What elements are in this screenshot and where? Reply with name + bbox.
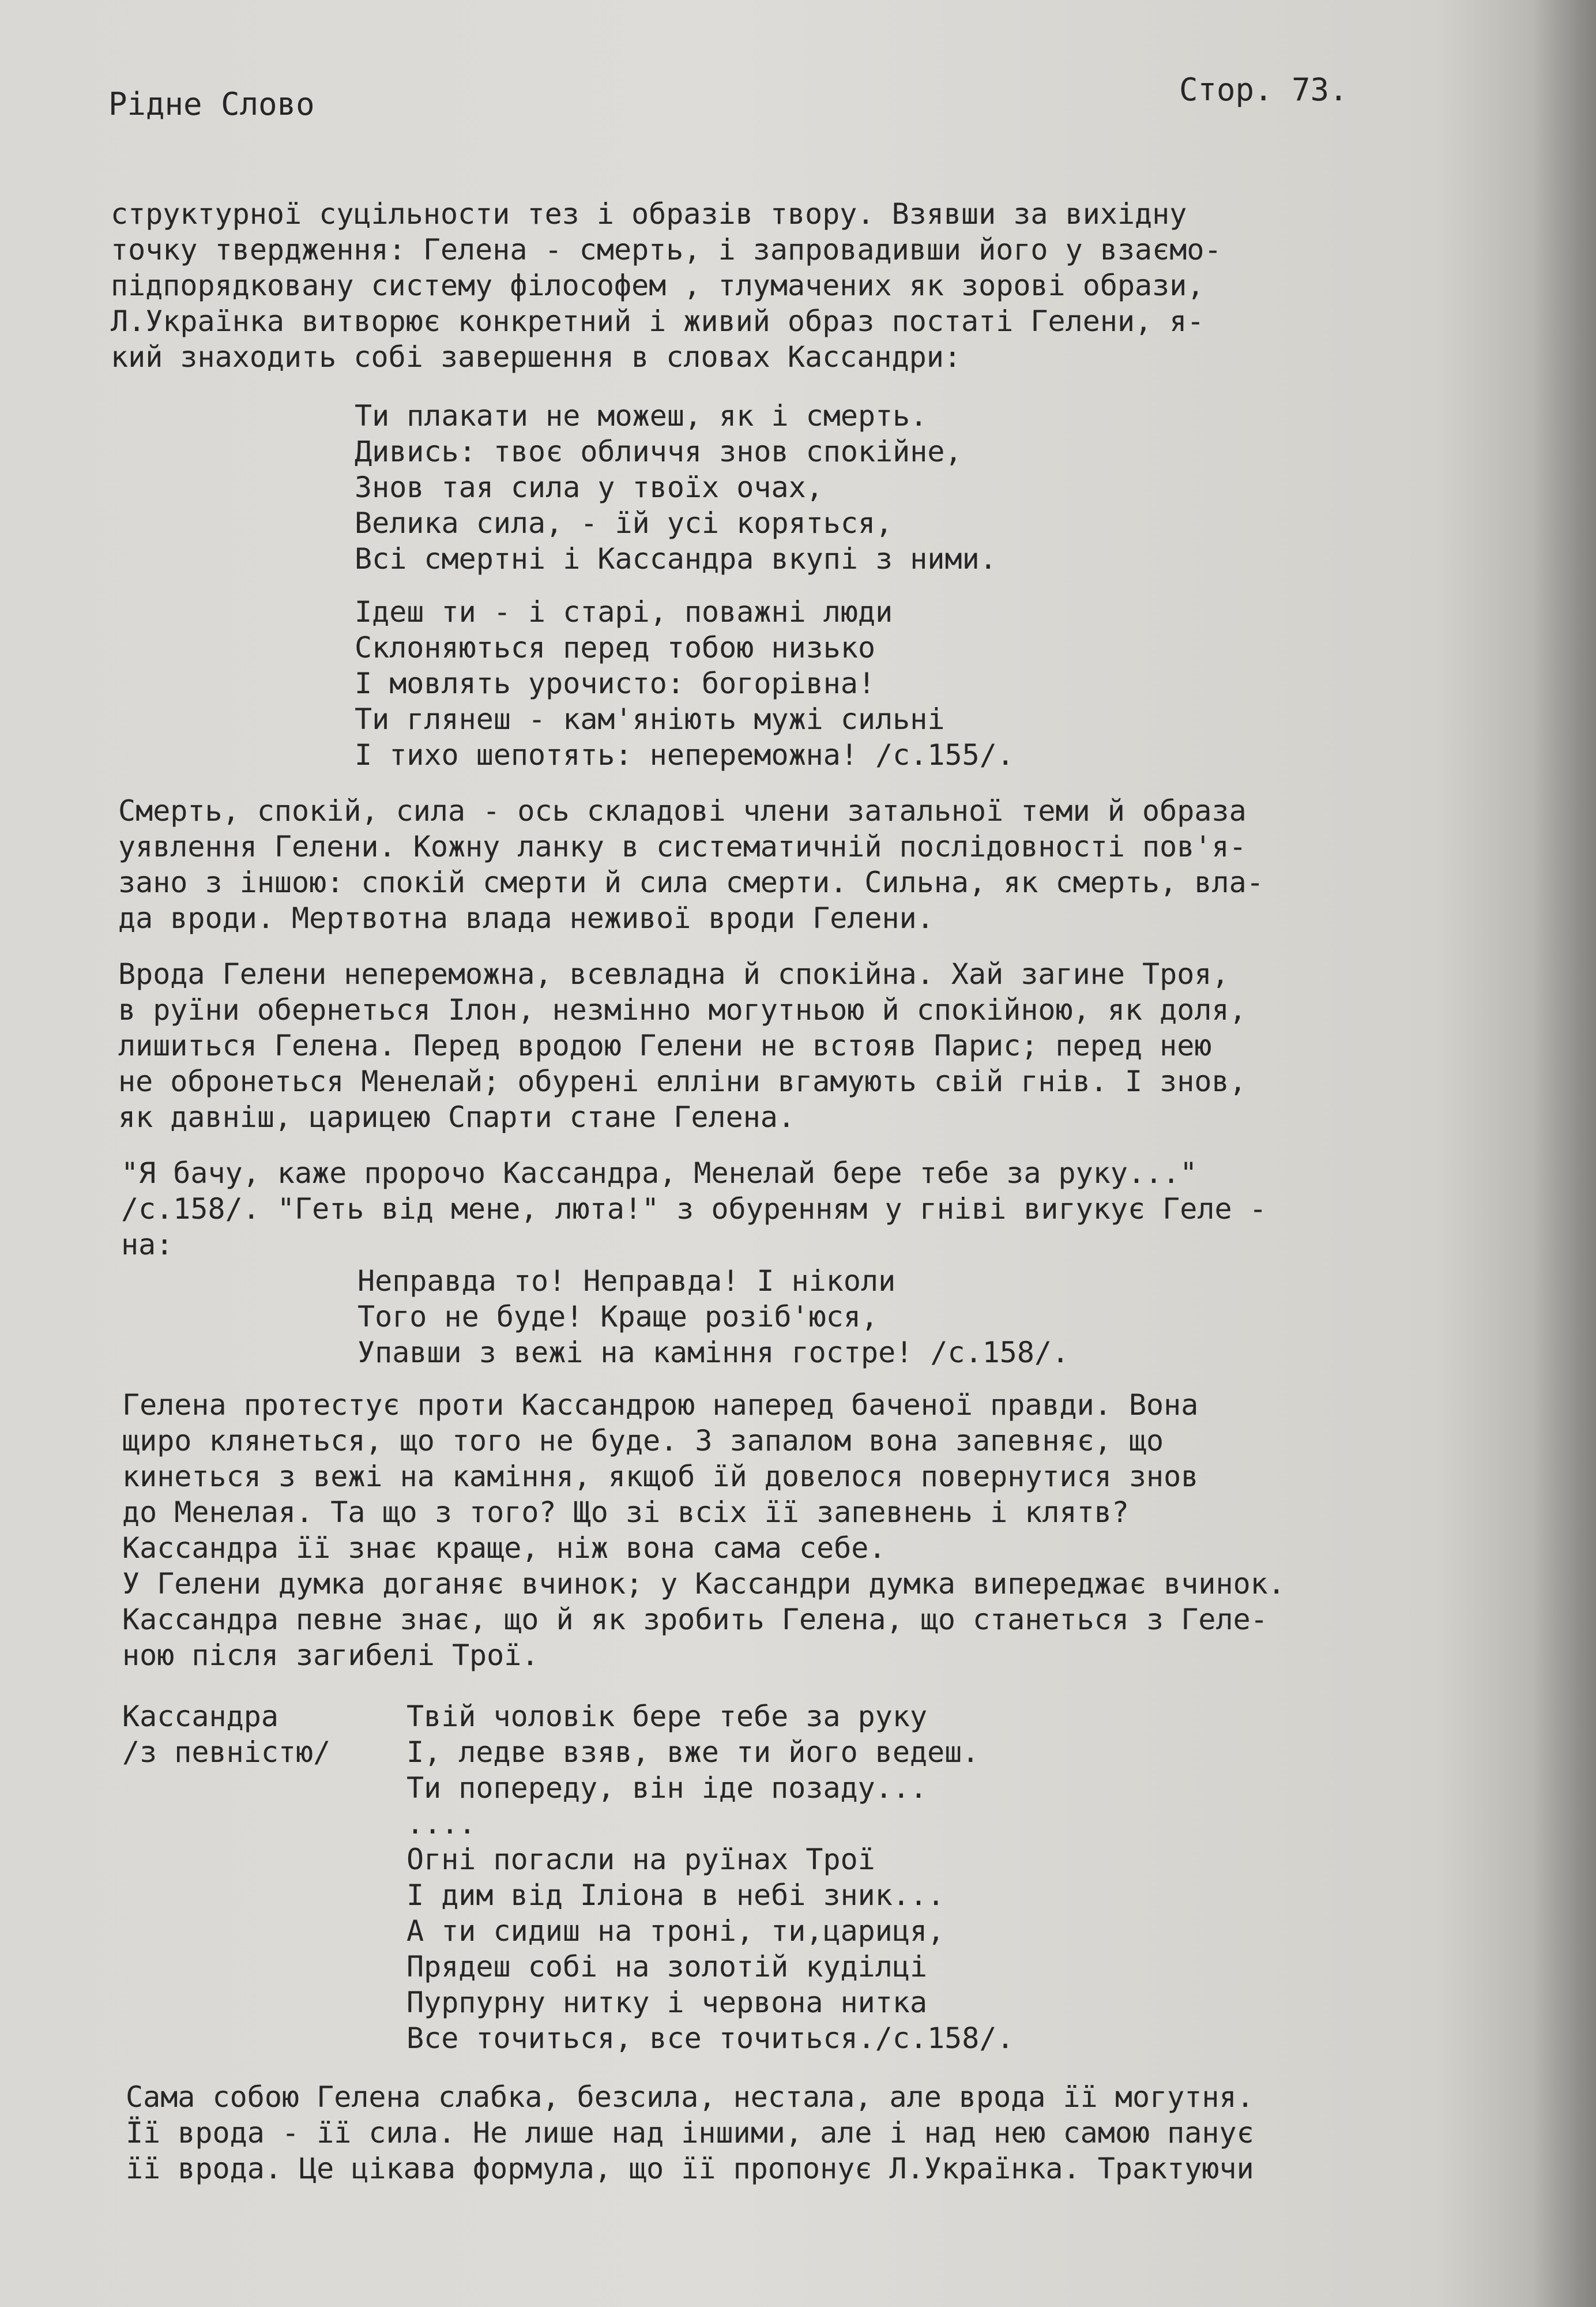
text-line: в руїни обернеться Ілон, незмінно могутньою й спокійною, як доля, (118, 993, 1247, 1027)
verse-line: Прядеш собі на золотій куділці (406, 1950, 928, 1983)
text-line: її врода. Це цікава формула, що її пропонує Л.Українка. Трактуючи (126, 2152, 1254, 2185)
page-edge-shadow (1533, 0, 1596, 2307)
text-line: до Менелая. Та що з того? Що зі всіх її запевнень і клятв? (122, 1496, 1129, 1529)
verse-line: Знов тая сила у твоїх очах, (355, 471, 823, 504)
text-line: кий знаходить собі завершення в словах Кассандри: (111, 340, 962, 374)
verse-line: І мовлять урочисто: богорівна! (355, 667, 876, 700)
verse-line: Ти глянеш - кам'яніють мужі сильні (355, 702, 945, 736)
text-line: Смерть, спокій, сила - ось складові члени затальної теми й образа (118, 794, 1247, 828)
text-line: як давніш, царицею Спарти стане Гелена. (118, 1100, 795, 1134)
verse-line: Огні погасли на руїнах Трої (406, 1843, 875, 1876)
text-line: /с.158/. "Геть від мене, люта!" з обуренням у гніві вигукує Геле - (121, 1192, 1267, 1226)
text-line: Кассандра певне знає, що й як зробить Гелена, що станеться з Геле- (122, 1603, 1268, 1636)
verse-line: Упавши з вежі на каміння гостре! /с.158/. (357, 1336, 1070, 1369)
verse-line: Ти плакати не можеш, як і смерть. (355, 399, 928, 433)
text-line: підпорядковану систему філософем , тлумачених як зорові образи, (111, 269, 1204, 302)
verse-line: Все точиться, все точиться./с.158/. (406, 2022, 1014, 2055)
verse-line: І, ледве взяв, вже ти його ведеш. (406, 1735, 980, 1769)
text-line: Л.Українка витворює конкретний і живий образ постаті Гелени, я- (111, 305, 1204, 338)
text-line: "Я бачу, каже пророчо Кассандра, Менелай бере тебе за руку..." (121, 1156, 1198, 1190)
speaker-name: Кассандра (122, 1700, 278, 1733)
verse-line: Пурпурну нитку і червона нитка (406, 1986, 928, 2019)
text-line: Кассандра її знає краще, ніж вона сама себе. (122, 1531, 886, 1565)
text-line: Врода Гелени непереможна, всевладна й спокійна. Хай загине Троя, (118, 957, 1229, 991)
verse-line: Ти попереду, він іде позаду... (406, 1771, 928, 1805)
text-line: уявлення Гелени. Кожну ланку в систематичній послідовності пов'я- (118, 830, 1247, 863)
verse-line: А ти сидиш на троні, ти,цариця, (406, 1914, 945, 1948)
text-line: да вроди. Мертвотна влада неживої вроди Гелени. (118, 901, 934, 935)
text-line: зано з іншою: спокій смерти й сила смерти. Сильна, як смерть, вла- (118, 866, 1264, 899)
text-line: кинеться з вежі на каміння, якщоб їй довелося повернутися знов (122, 1460, 1199, 1493)
verse-line: Ідеш ти - і старі, поважні люди (355, 595, 893, 629)
text-line: Її врода - її сила. Не лише над іншими, але і над нею самою панує (126, 2116, 1254, 2150)
verse-line: Неправда то! Неправда! І ніколи (357, 1264, 896, 1298)
text-line: щиро клянеться, що того не буде. З запалом вона запевняє, що (122, 1424, 1164, 1457)
text-line: структурної суцільности тез і образів твору. Взявши за вихідну (111, 197, 1187, 231)
verse-line: Всі смертні і Кассандра вкупі з ними. (355, 542, 997, 576)
verse-line: Дивись: твоє обличчя знов спокійне, (355, 435, 962, 468)
text-line: ною після загибелі Трої. (122, 1639, 539, 1672)
text-line: точку твердження: Гелена - смерть, і запровадивши його у взаємо- (111, 233, 1222, 266)
text-line: не обронеться Менелай; обурені елліни вгамують свій гнів. І знов, (118, 1065, 1247, 1098)
text-line: лишиться Гелена. Перед вродою Гелени не встояв Парис; перед нею (118, 1029, 1212, 1062)
text-line: Гелена протестує проти Кассандрою наперед баченої правди. Вона (122, 1388, 1199, 1422)
verse-line: Склоняються перед тобою низько (355, 631, 876, 664)
verse-line: Того не буде! Краще розіб'юся, (357, 1300, 879, 1333)
verse-line: Твій чоловік бере тебе за руку (406, 1700, 928, 1733)
verse-line: Велика сила, - їй усі коряться, (355, 506, 893, 540)
verse-line: І тихо шепотять: непереможна! /с.155/. (355, 738, 1014, 772)
verse-ellipsis: .... (406, 1807, 476, 1840)
journal-title: Рідне Слово (108, 86, 315, 122)
verse-line: І дим від Іліона в небі зник... (406, 1878, 945, 1912)
stage-direction: /з певністю/ (122, 1735, 331, 1769)
text-line: на: (121, 1228, 174, 1261)
page-number: Стор. 73. (1179, 72, 1348, 108)
text-line: У Гелени думка доганяє вчинок; у Кассандри думка випереджає вчинок. (122, 1567, 1285, 1600)
text-line: Сама собою Гелена слабка, безсила, нестала, але врода її могутня. (126, 2080, 1254, 2114)
